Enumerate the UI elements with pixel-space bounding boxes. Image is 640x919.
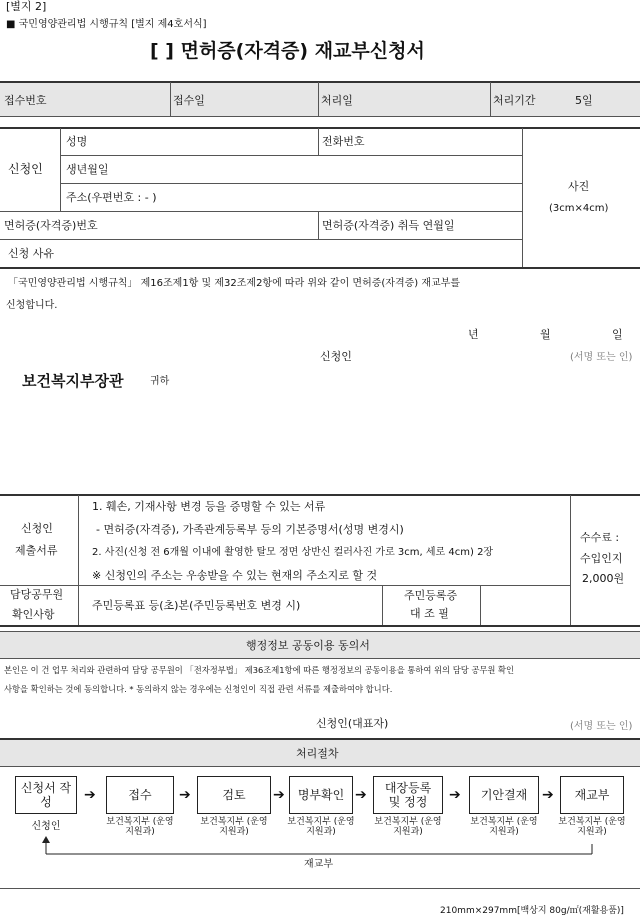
photo-label: 사진: [568, 180, 590, 193]
step-box-approval: 기안결재: [469, 776, 539, 814]
consent-text-line-1: 본인은 이 건 업무 처리와 관련하여 담당 공무원이 「전자정부법」 제36조제1항에 따른 행정정보의 공동이용을 통하여 위의 담당 공무원 확인: [4, 665, 515, 675]
step-sub-registry-check: 보건복지부 (운영지원과): [287, 817, 355, 837]
official-label-line-2: 확인사항: [12, 608, 55, 621]
month-label: 월: [540, 328, 551, 341]
arrow-right-icon: ➔: [179, 787, 191, 803]
step-box-receive: 접수: [106, 776, 174, 814]
address-label: 주소(우편번호 : - ): [66, 191, 157, 204]
documents-label-line-1: 신청인: [21, 522, 53, 535]
process-period-label: 처리기간: [493, 94, 536, 107]
id-card-label-line-1: 주민등록증: [404, 589, 458, 602]
process-date-label: 처리일: [321, 94, 353, 107]
birth-date-label: 생년월일: [66, 163, 109, 176]
day-label: 일: [612, 328, 623, 341]
step-box-reissue: 재교부: [560, 776, 624, 814]
recipient-label: 보건복지부장관: [22, 372, 124, 390]
arrow-right-icon: ➔: [355, 787, 367, 803]
license-number-label: 면허증(자격증)번호: [4, 219, 98, 232]
fee-amount: 2,000원: [582, 572, 625, 585]
year-label: 년: [468, 328, 479, 341]
receipt-date-label: 접수일: [173, 94, 205, 107]
return-loop-label: 재교부: [304, 859, 333, 870]
name-label: 성명: [66, 135, 88, 148]
arrow-right-icon: ➔: [449, 787, 461, 803]
process-period-value: 5일: [575, 94, 593, 107]
statement-line-1: 「국민영양관리법 시행규칙」 제16조제1항 및 제32조제2항에 따라 위와 같이 면허증(자격증) 재교부를: [8, 278, 461, 289]
id-card-label-line-2: 대 조 필: [410, 607, 449, 620]
official-label-line-1: 담당공무원: [10, 588, 64, 601]
fee-stamp-label: 수입인지: [580, 552, 623, 565]
official-check-item: 주민등록표 등(초)본(주민등록번호 변경 시): [92, 599, 301, 612]
form-reference: ■ 국민영양관리법 시행규칙 [별지 제4호서식]: [6, 19, 207, 30]
step-sub-apply: 신청인: [31, 821, 61, 832]
arrow-right-icon: ➔: [84, 787, 96, 803]
consent-applicant-label: 신청인(대표자): [316, 717, 389, 730]
procedure-title: 처리절차: [296, 747, 339, 760]
form-title: [ ] 면허증(자격증) 재교부신청서: [150, 40, 425, 62]
arrow-right-icon: ➔: [542, 787, 554, 803]
document-note: ※ 신청인의 주소는 우송받을 수 있는 현재의 주소지로 할 것: [92, 569, 378, 582]
document-item-2: 2. 사진(신청 전 6개월 이내에 촬영한 탈모 정면 상반신 컬러사진 가로 3cm, 세로 4cm) 2장: [92, 547, 494, 558]
step-box-apply: 신청서 작성: [15, 776, 77, 814]
step-sub-receive: 보건복지부 (운영지원과): [106, 817, 174, 837]
applicant-section-label: 신청인: [8, 162, 43, 176]
step-sub-review: 보건복지부 (운영지원과): [200, 817, 268, 837]
statement-sign-label: (서명 또는 인): [570, 352, 633, 363]
license-date-label: 면허증(자격증) 취득 연월일: [322, 219, 455, 232]
step-box-registry-check: 명부확인: [289, 776, 353, 814]
statement-line-2: 신청합니다.: [6, 300, 58, 311]
step-box-review: 검토: [197, 776, 271, 814]
fee-label: 수수료 :: [580, 531, 620, 544]
consent-text-line-2: 사항을 확인하는 것에 동의합니다. * 동의하지 않는 경우에는 신청인이 직접 관련 서류를 제출하여야 합니다.: [4, 684, 393, 694]
consent-sign-label: (서명 또는 인): [570, 721, 633, 732]
receipt-band: [0, 82, 640, 116]
recipient-suffix: 귀하: [150, 376, 170, 387]
step-sub-reissue: 보건복지부 (운영지원과): [558, 817, 626, 837]
arrow-right-icon: ➔: [273, 787, 285, 803]
documents-label-line-2: 제출서류: [15, 544, 58, 557]
statement-applicant-label: 신청인: [320, 350, 352, 363]
paper-spec-footer: 210mm×297mm[백상지 80g/㎡(재활용품)]: [440, 906, 624, 916]
photo-size-label: (3cm×4cm): [549, 203, 609, 214]
step-box-ledger: 대장등록 및 정정: [373, 776, 443, 814]
step-sub-ledger: 보건복지부 (운영지원과): [374, 817, 442, 837]
document-item-1: 1. 훼손, 기재사항 변경 등을 증명할 수 있는 서류: [92, 500, 326, 513]
annex-label: [별지 2]: [6, 0, 47, 13]
document-item-1-sub: - 면허증(자격증), 가족관계등록부 등의 기본증명서(성명 변경시): [96, 523, 404, 536]
phone-label: 전화번호: [322, 135, 365, 148]
consent-title: 행정정보 공동이용 동의서: [246, 639, 370, 652]
step-sub-approval: 보건복지부 (운영지원과): [470, 817, 538, 837]
receipt-number-label: 접수번호: [4, 94, 47, 107]
reason-label: 신청 사유: [8, 247, 55, 260]
